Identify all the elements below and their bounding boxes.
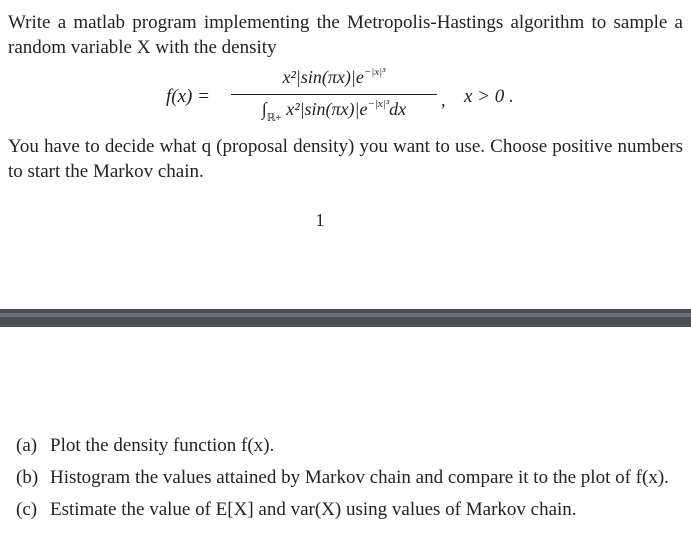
page-divider bbox=[0, 309, 691, 327]
equation-comma: , bbox=[441, 90, 446, 110]
equation-fraction bbox=[231, 64, 437, 130]
equation-numerator: $x^2|\sin(\pi x)|e^{-|x|^3}$ bbox=[282, 66, 386, 87]
task-label: (b) bbox=[16, 467, 39, 488]
task-item-c bbox=[0, 498, 691, 522]
task-item-a bbox=[0, 434, 691, 458]
task-item-b bbox=[0, 466, 691, 490]
task-text: Histogram the values attained by Markov chain and compare it to the plot of f(x). bbox=[50, 467, 669, 488]
task-label: (c) bbox=[16, 499, 38, 520]
equation-condition: x > 0 . bbox=[464, 86, 514, 107]
equation-denominator: $\int_{ℝ+}$ $x^2|\sin(\pi x)|e^{-|x|^3}dx$ bbox=[261, 98, 407, 124]
task-text: Estimate the value of E[X] and var(X) using values of Markov chain. bbox=[50, 499, 577, 520]
task-text: Plot the density function f(x). bbox=[50, 435, 275, 456]
task-label: (a) bbox=[16, 435, 38, 456]
intro-paragraph: Write a matlab program implementing the Metropolis-Hastings algorithm to sample a random variable X with the density bbox=[8, 12, 683, 58]
instruction-paragraph: You have to decide what q (proposal density) you want to use. Choose positive numbers to start the Markov chain. bbox=[8, 136, 683, 182]
density-equation bbox=[166, 64, 586, 130]
fraction-bar bbox=[231, 94, 437, 95]
page-divider-highlight bbox=[0, 313, 691, 317]
page-number: 1 bbox=[315, 210, 325, 230]
equation-lhs: f(x) = bbox=[166, 86, 210, 107]
task-list bbox=[0, 434, 691, 530]
